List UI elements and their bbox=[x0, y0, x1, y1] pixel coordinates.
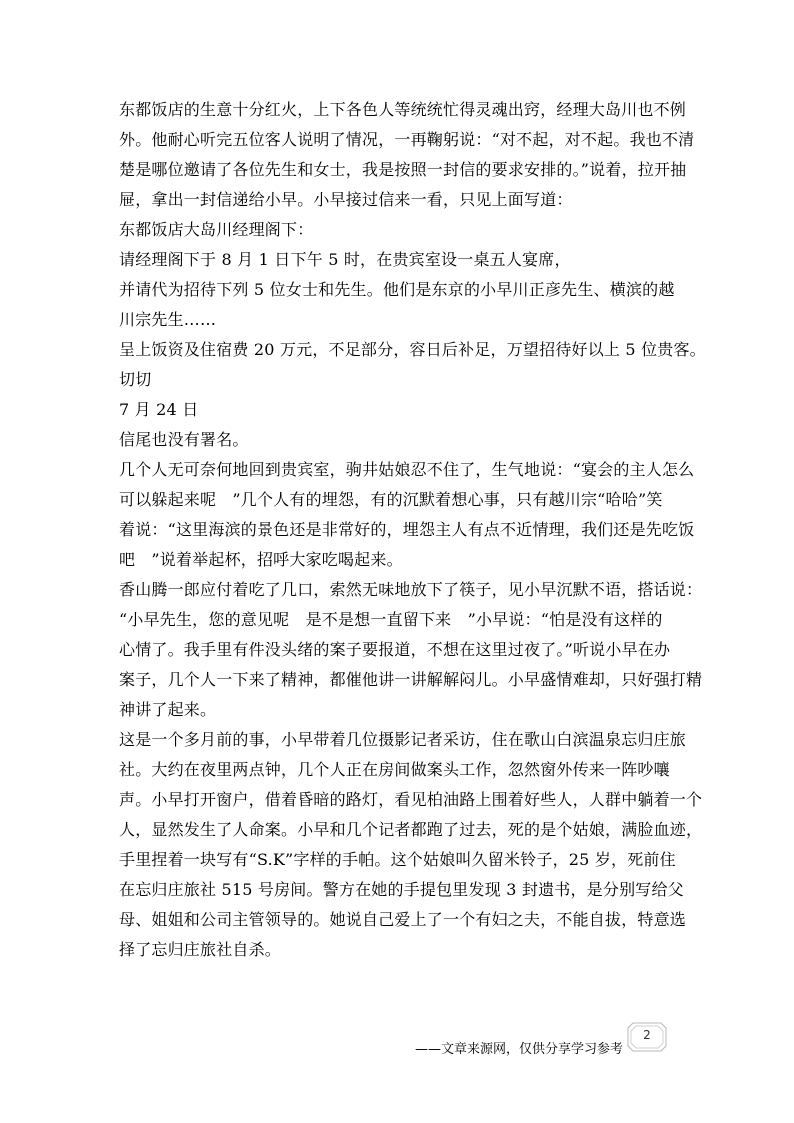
text-line: 屉，拿出一封信递给小早。小早接过信来一看，只见上面写道： bbox=[119, 190, 573, 209]
text-line: 这是一个多月前的事，小早带着几位摄影记者采访，住在歌山白滨温泉忘归庄旅 bbox=[119, 730, 687, 749]
text-line: 神讲了起来。 bbox=[119, 700, 217, 719]
text-line: 切切 bbox=[119, 370, 152, 389]
text-line: 几个人无可奈何地回到贵宾室，驹井姑娘忍不住了，生气地说：“宴会的主人怎么 bbox=[119, 460, 695, 479]
text-line: 社。大约在夜里两点钟，几个人正在房间做案头工作，忽然窗外传来一阵吵嚷 bbox=[119, 760, 670, 779]
text-line: 声。小早打开窗户，借着昏暗的路灯，看见柏油路上围着好些人，人群中躺着一个 bbox=[119, 790, 703, 809]
text-line: 着说：“这里海滨的景色还是非常好的，埋怨主人有点不近情理，我们还是先吃饭 bbox=[119, 520, 695, 539]
text-line: 并请代为招待下列 5 位女士和先生。他们是东京的小早川正彦先生、横滨的越 bbox=[119, 280, 675, 299]
text-line: 手里捏着一块写有“S.K”字样的手帕。这个姑娘叫久留米铃子，25 岁，死前住 bbox=[119, 850, 676, 869]
text-line: 择了忘归庄旅社自杀。 bbox=[119, 940, 282, 959]
text-line: 在忘归庄旅社 515 号房间。警方在她的手提包里发现 3 封遗书，是分别写给父 bbox=[119, 880, 684, 899]
text-line: “小早先生，您的意见呢 是不是想一直留下来 ”小早说：“怕是没有这样的 bbox=[119, 610, 663, 629]
document-body bbox=[119, 95, 706, 965]
text-line: 心情了。我手里有件没头绪的案子要报道，不想在这里过夜了。”听说小早在办 bbox=[119, 640, 671, 659]
text-line: 楚是哪位邀请了各位先生和女士，我是按照一封信的要求安排的。”说着，拉开抽 bbox=[119, 160, 687, 179]
page-number: 2 bbox=[643, 1028, 651, 1042]
letter-salutation: 东都饭店大岛川经理阁下： bbox=[119, 220, 314, 239]
text-line: 母、姐姐和公司主管领导的。她说自己爱上了一个有妇之夫，不能自拔，特意选 bbox=[119, 910, 687, 929]
footer-source-note: ——文章来源网，仅供分享学习参考 bbox=[415, 1042, 624, 1057]
page-number-badge bbox=[627, 1022, 667, 1052]
text-line: 呈上饭资及住宿费 20 万元，不足部分，容日后补足，万望招待好以上 5 位贵客。 bbox=[119, 340, 706, 359]
text-line: 信尾也没有署名。 bbox=[119, 430, 249, 449]
letter-date: 7 月 24 日 bbox=[119, 400, 199, 419]
text-line: 案子，几个人一下来了精神，都催他讲一讲解解闷儿。小早盛情难却，只好强打精 bbox=[119, 670, 703, 689]
text-line: 外。他耐心听完五位客人说明了情况，一再鞠躬说：“对不起，对不起。我也不清 bbox=[119, 130, 695, 149]
text-line: 吧 ”说着举起杯，招呼大家吃喝起来。 bbox=[119, 550, 403, 569]
text-line: 香山腾一郎应付着吃了几口，索然无味地放下了筷子，见小早沉默不语，搭话说： bbox=[119, 580, 703, 599]
text-line: 东都饭店的生意十分红火，上下各色人等统统忙得灵魂出窍，经理大岛川也不例 bbox=[119, 100, 687, 119]
text-line: 可以躲起来呢 ”几个人有的埋怨，有的沉默着想心事，只有越川宗“哈哈”笑 bbox=[119, 490, 663, 509]
text-line: 请经理阁下于 8 月 1 日下午 5 时，在贵宾室设一桌五人宴席， bbox=[119, 250, 571, 269]
text-line: 川宗先生…… bbox=[119, 310, 217, 329]
text-line: 人，显然发生了人命案。小早和几个记者都跑了过去，死的是个姑娘，满脸血迹， bbox=[119, 820, 703, 839]
